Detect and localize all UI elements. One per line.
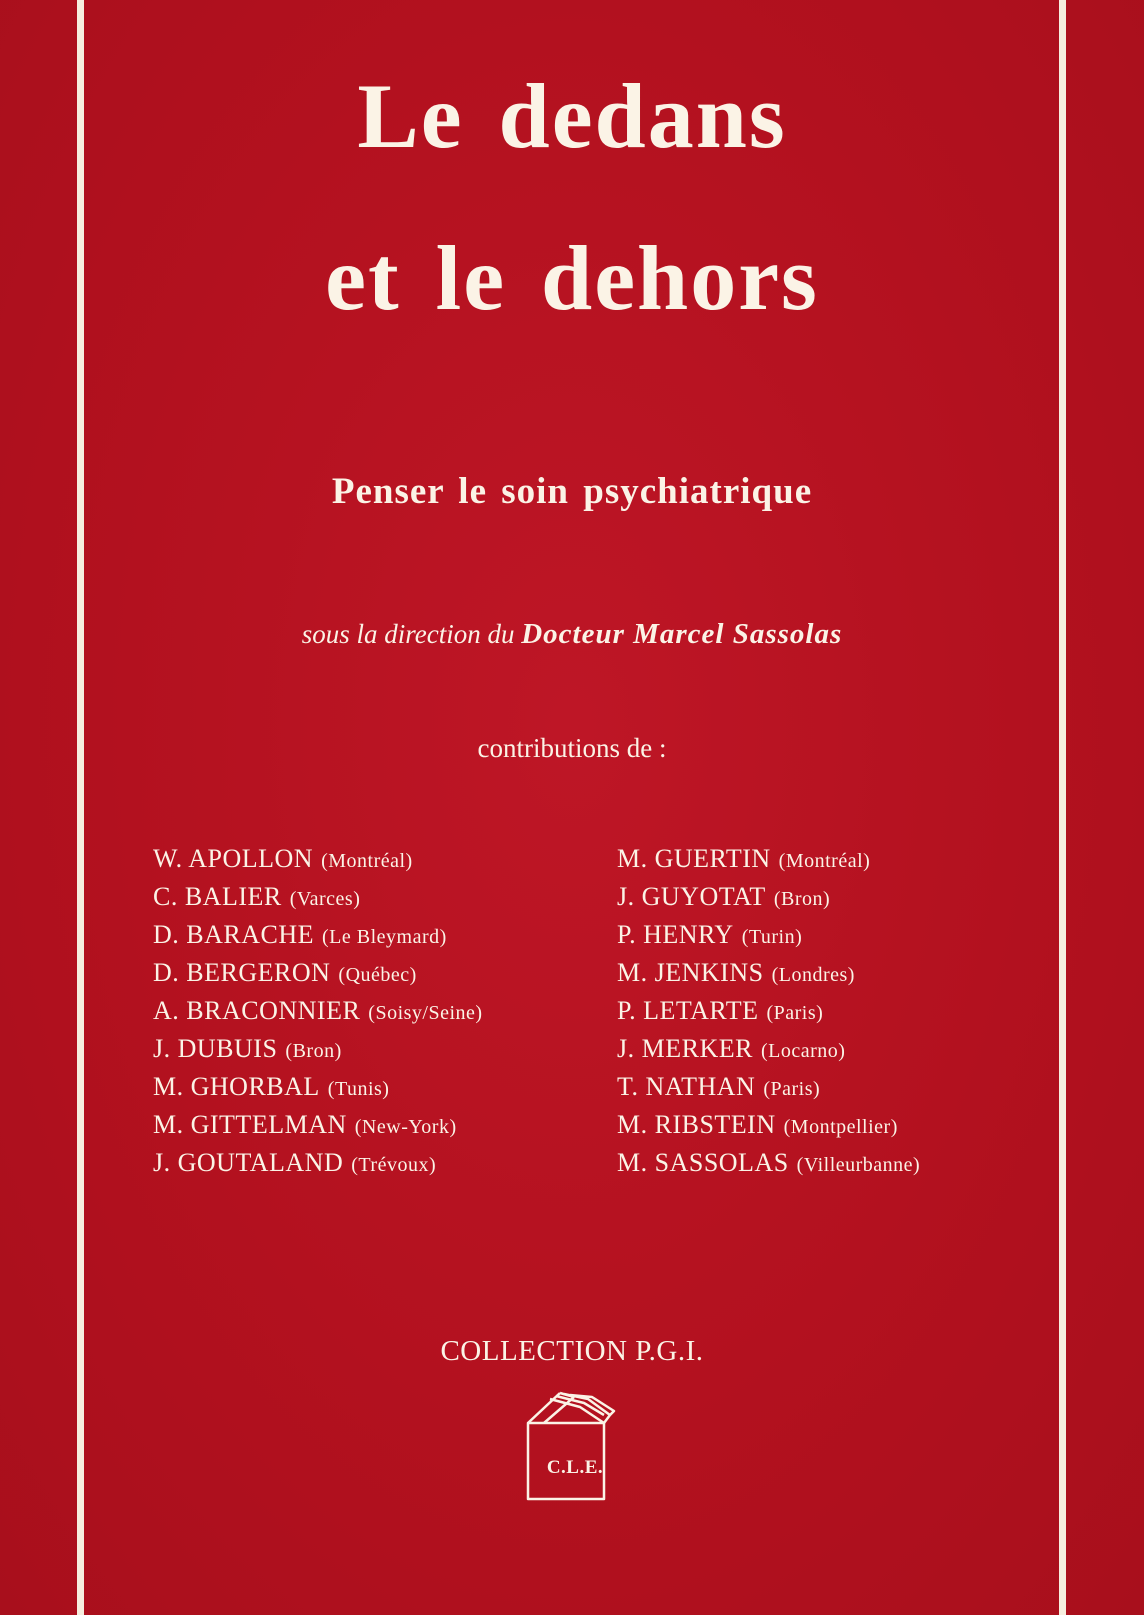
contributor-entry <box>153 920 483 958</box>
contributor-name: M. SASSOLAS <box>617 1148 789 1177</box>
open-book-icon <box>520 1385 630 1505</box>
contributor-entry <box>617 1110 920 1148</box>
contributor-name: T. NATHAN <box>617 1072 756 1101</box>
contributor-city: (Bron) <box>773 888 831 910</box>
contributor-name: J. GOUTALAND <box>153 1148 344 1177</box>
contributor-city: (Québec) <box>338 964 417 986</box>
title-line-1: Le dedans <box>357 65 787 167</box>
contributor-city: (Turin) <box>741 926 803 948</box>
contributions-label: contributions de : <box>477 733 667 763</box>
subtitle: Penser le soin psychiatrique <box>331 471 813 512</box>
contributor-name: C. BALIER <box>153 882 282 911</box>
contributor-entry <box>617 996 920 1034</box>
contributor-entry <box>617 1148 920 1186</box>
contributor-name: J. MERKER <box>617 1034 753 1063</box>
contributor-name: M. GUERTIN <box>617 844 771 873</box>
contributor-city: (Le Bleymard) <box>322 926 447 948</box>
collection-label: COLLECTION P.G.I. <box>440 1335 704 1367</box>
contributor-entry <box>617 844 920 882</box>
contributor-city: (Montpellier) <box>783 1116 898 1138</box>
contributor-city: (Montréal) <box>321 850 413 872</box>
contributor-city: (Montréal) <box>778 850 871 872</box>
contributors-right-column <box>617 844 920 1186</box>
contributor-name: M. GHORBAL <box>153 1072 320 1101</box>
contributor-name: A. BRACONNIER <box>153 996 361 1025</box>
contributor-entry <box>617 1072 920 1110</box>
contributor-city: (Bron) <box>285 1040 342 1062</box>
direction-line <box>0 618 1144 651</box>
contributor-entry <box>617 1034 920 1072</box>
contributor-entry <box>617 882 920 920</box>
contributor-name: J. DUBUIS <box>153 1034 278 1063</box>
contributor-entry <box>617 958 920 996</box>
publisher-logo <box>520 1385 630 1505</box>
contributor-entry <box>617 920 920 958</box>
contributor-city: (Londres) <box>771 964 855 986</box>
contributor-city: (Tunis) <box>327 1078 390 1100</box>
contributor-name: P. HENRY <box>617 920 734 949</box>
contributor-name: J. GUYOTAT <box>617 882 766 911</box>
director-name: Docteur Marcel Sassolas <box>521 618 843 650</box>
contributor-name: W. APOLLON <box>153 844 314 873</box>
contributors-left-column <box>153 844 483 1186</box>
contributor-city: (Villeurbanne) <box>796 1154 921 1176</box>
contributor-entry <box>153 882 483 920</box>
contributor-city: (Locarno) <box>760 1040 846 1062</box>
contributor-name: M. GITTELMAN <box>153 1110 347 1139</box>
contributor-entry <box>153 1072 483 1110</box>
contributor-name: D. BERGERON <box>153 958 331 987</box>
contributor-city: (Trévoux) <box>351 1154 437 1176</box>
contributor-entry <box>153 1110 483 1148</box>
contributor-entry <box>153 1034 483 1072</box>
contributor-city: (Paris) <box>763 1078 821 1100</box>
contributor-name: M. RIBSTEIN <box>617 1110 776 1139</box>
contributor-city: (Paris) <box>766 1002 824 1024</box>
contributor-city: (New-York) <box>354 1116 457 1138</box>
contributor-city: (Varces) <box>289 888 361 910</box>
contributor-city: (Soisy/Seine) <box>368 1002 483 1024</box>
contributor-name: M. JENKINS <box>617 958 764 987</box>
contributor-name: P. LETARTE <box>617 996 759 1025</box>
contributor-name: D. BARACHE <box>153 920 315 949</box>
contributor-entry <box>153 958 483 996</box>
direction-prefix: sous la direction du <box>301 619 515 649</box>
contributor-entry <box>153 1148 483 1186</box>
title-line-2: et le dehors <box>325 227 819 329</box>
contributor-entry <box>153 996 483 1034</box>
contributor-entry <box>153 844 483 882</box>
publisher-name: C.L.E. <box>546 1457 604 1478</box>
